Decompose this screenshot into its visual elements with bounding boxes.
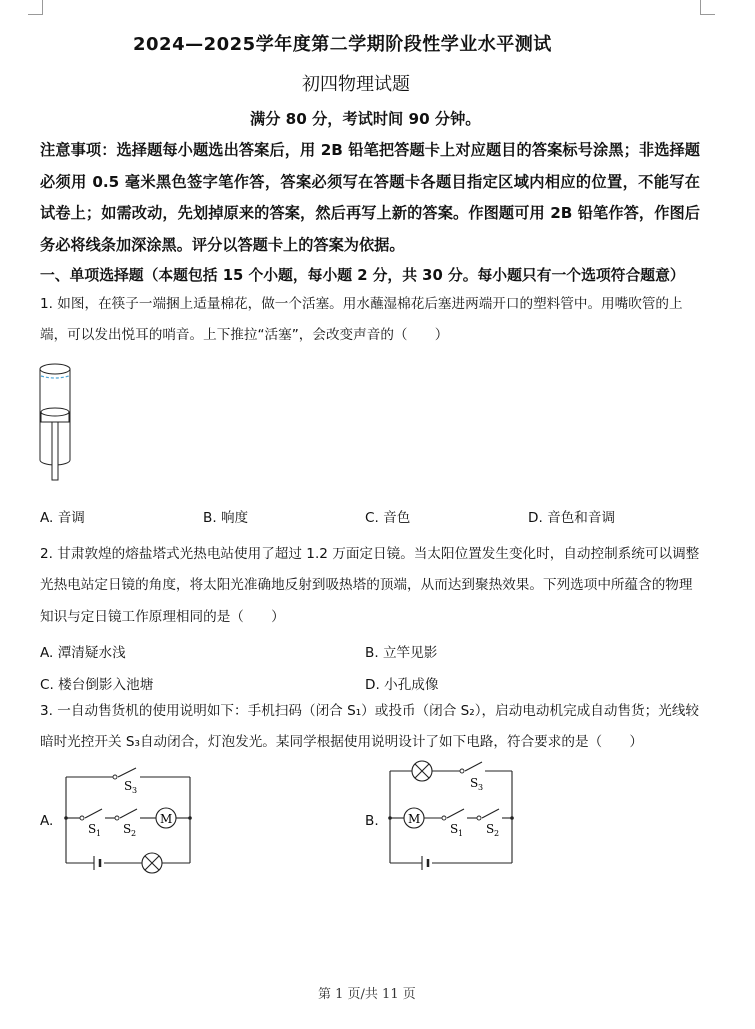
question-1-stem: 1. 如图，在筷子一端捆上适量棉花，做一个活塞。用水蘸湿棉花后塞进两端开口的塑料管中。用嘴吹管的上端，可以发出悦耳的哨音。上下推拉“活塞”，会改变声音的（ ） bbox=[40, 296, 683, 344]
score-info: 满分 80 分，考试时间 90 分钟。 bbox=[250, 110, 481, 128]
exam-subtitle: 初四物理试题 bbox=[302, 74, 410, 95]
circuit-b-s1-label: S bbox=[450, 822, 459, 836]
question-1-option-d: D. 音色和音调 bbox=[528, 510, 616, 526]
circuit-b-s2-label: S bbox=[486, 822, 495, 836]
circuit-b-s3-label: S bbox=[470, 776, 479, 790]
circuit-b-diagram bbox=[382, 756, 522, 881]
circuit-a-label: A. bbox=[40, 813, 54, 829]
circuit-b-s1-sub: 1 bbox=[458, 829, 464, 838]
exam-title: 2024—2025学年度第二学期阶段性学业水平测试 bbox=[133, 34, 552, 55]
crop-mark-top-left bbox=[28, 0, 43, 15]
question-2-option-a: A. 潭清疑水浅 bbox=[40, 645, 126, 661]
circuit-a-s3-sub: 3 bbox=[132, 786, 138, 795]
question-1-option-a: A. 音调 bbox=[40, 510, 85, 526]
circuit-a-s1-label: S bbox=[88, 822, 97, 836]
exam-notice: 注意事项：选择题每小题选出答案后，用 2B 铅笔把答题卡上对应题目的答案标号涂黑；非选择题必须用 0.5 毫米黑色签字笔作答，答案必须写在答题卡各题目指定区域内相应的位置，不能写在试卷上；如需改动，先划掉原来的答案，然后再写上新的答案。作图题可用 2B 铅笔作答，作图后务必将线条加深涂黑。评分以答题卡上的答案为依据。 bbox=[40, 141, 700, 254]
circuit-a-motor-label: M bbox=[160, 812, 173, 826]
circuit-b-motor-label: M bbox=[408, 812, 421, 826]
question-2-option-d: D. 小孔成像 bbox=[365, 677, 439, 693]
circuit-a-s1-sub: 1 bbox=[96, 829, 102, 838]
page-footer: 第 1 页/共 11 页 bbox=[318, 987, 416, 1002]
question-2-option-c: C. 楼台倒影入池塘 bbox=[40, 677, 154, 693]
circuit-b-label: B. bbox=[365, 813, 379, 829]
question-2-option-b: B. 立竿见影 bbox=[365, 645, 438, 661]
question-1-option-c: C. 音色 bbox=[365, 510, 411, 526]
question-3-stem: 3. 一自动售货机的使用说明如下：手机扫码（闭合 S₁）或投币（闭合 S₂），启动电动机完成自动售货；光线较暗时光控开关 S₃自动闭合，灯泡发光。某同学根据使用说明设计了如下电路，符合要求的是（ ） bbox=[40, 703, 700, 751]
circuit-a-s2-label: S bbox=[123, 822, 132, 836]
question-1-figure bbox=[36, 360, 76, 485]
circuit-a-s3-label: S bbox=[124, 779, 133, 793]
circuit-b-s2-sub: 2 bbox=[494, 829, 500, 838]
circuit-a-diagram bbox=[60, 760, 200, 885]
circuit-a-s2-sub: 2 bbox=[131, 829, 137, 838]
crop-mark-top-right bbox=[700, 0, 715, 15]
question-2-stem: 2. 甘肃敦煌的熔盐塔式光热电站使用了超过 1.2 万面定日镜。当太阳位置发生变化时，自动控制系统可以调整光热电站定日镜的角度，将太阳光准确地反射到吸热塔的顶端，从而达到聚热效果。下列选项中所蕴含的物理知识与定日镜工作原理相同的是（ ） bbox=[40, 546, 700, 625]
question-1-option-b: B. 响度 bbox=[203, 510, 249, 526]
circuit-b-s3-sub: 3 bbox=[478, 783, 484, 792]
section-heading: 一、单项选择题（本题包括 15 个小题，每小题 2 分，共 30 分。每小题只有一个选项符合题意） bbox=[40, 267, 685, 284]
